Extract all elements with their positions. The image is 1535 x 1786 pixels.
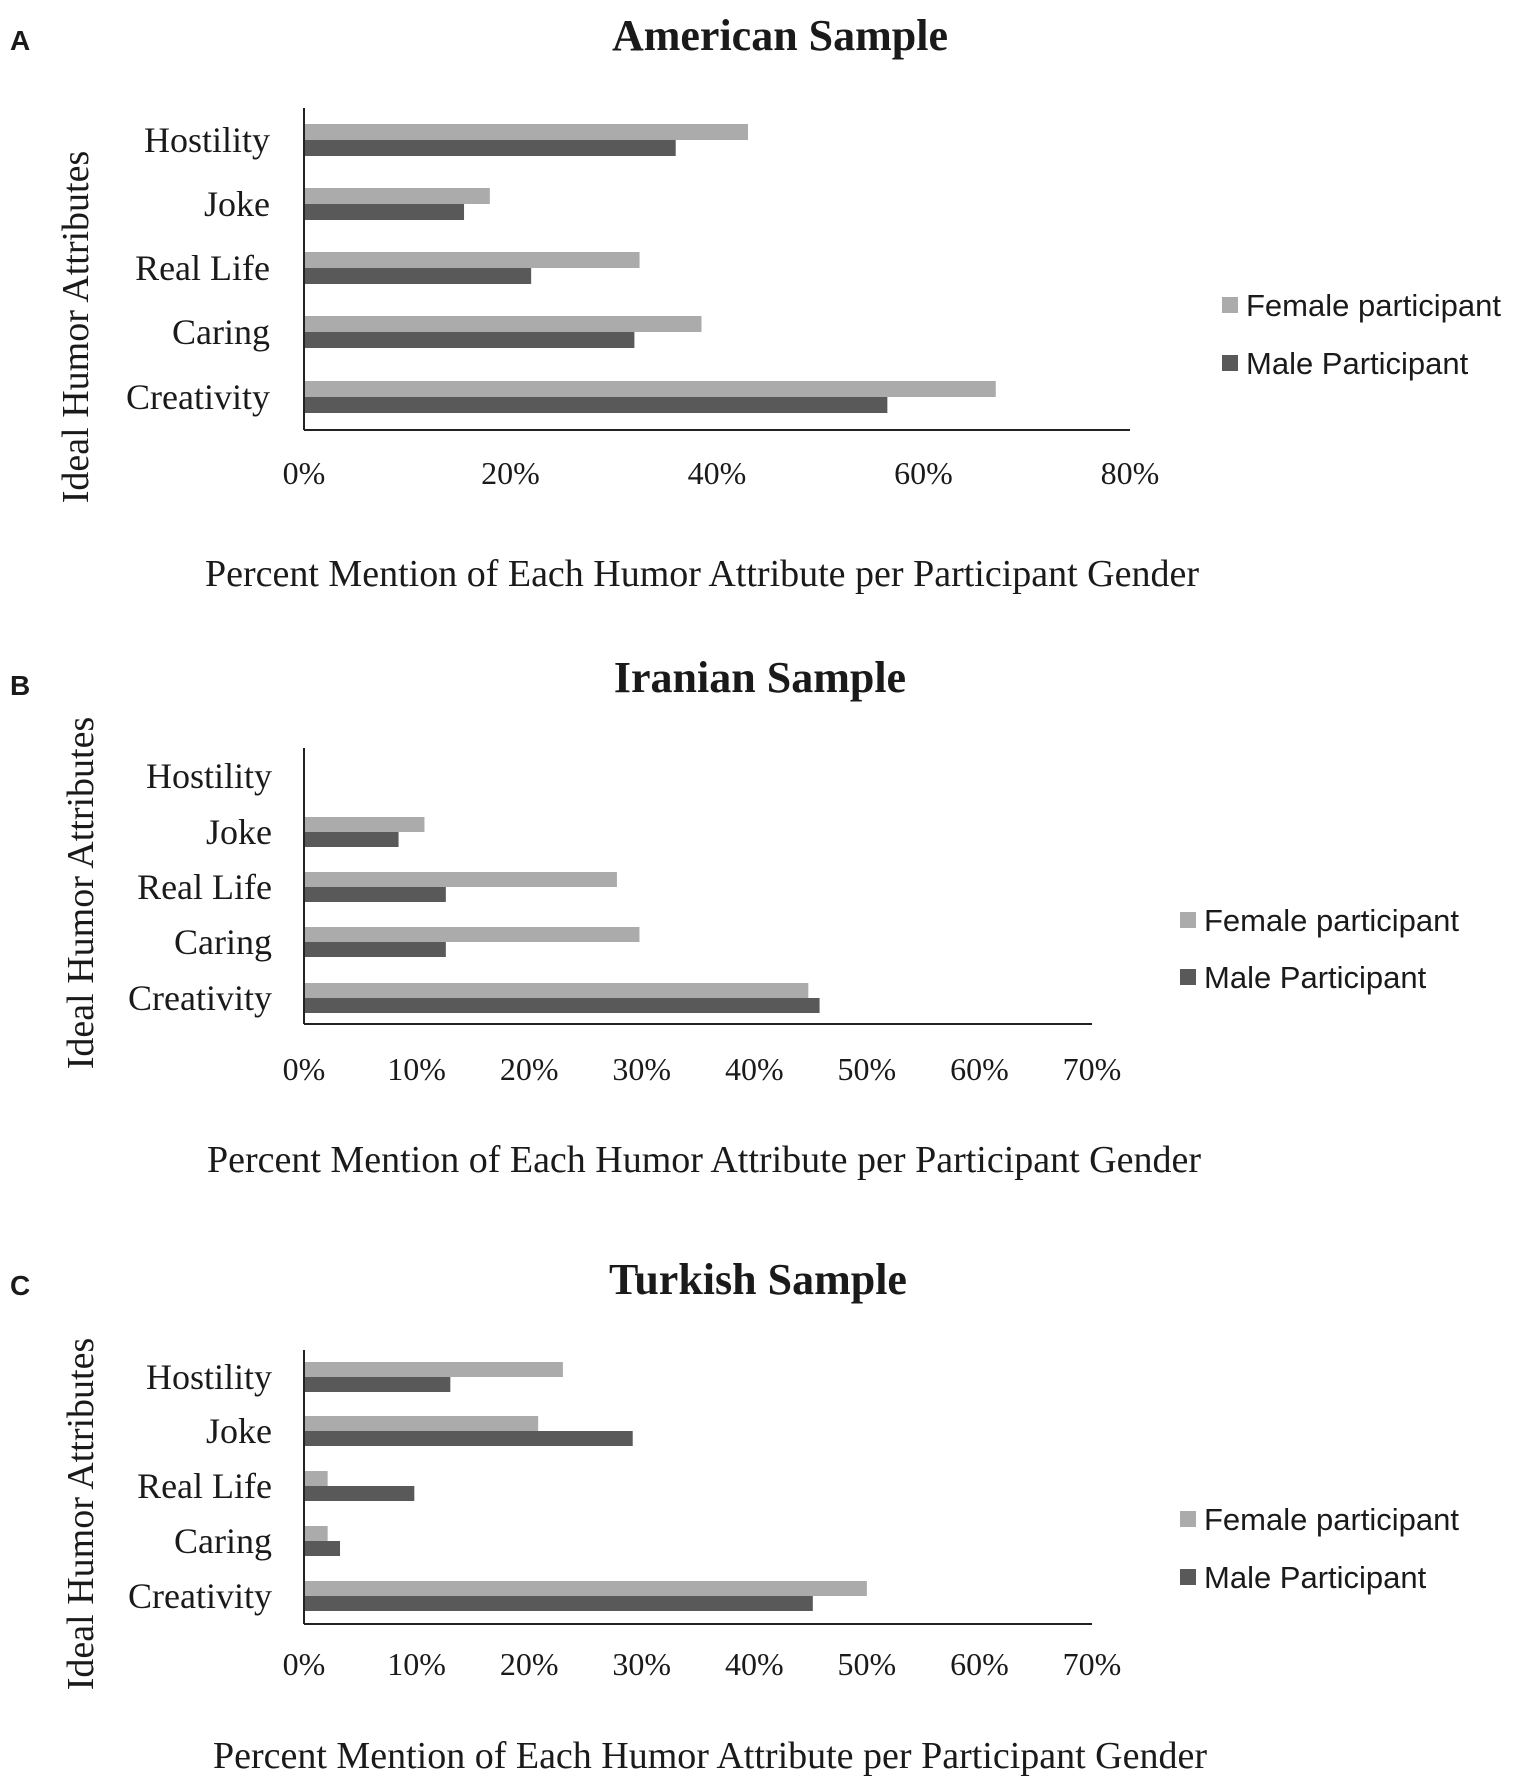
x-tick-label: 20% bbox=[481, 455, 540, 491]
x-tick-label: 70% bbox=[1062, 1051, 1122, 1087]
legend-label-female: Female participant bbox=[1246, 288, 1502, 323]
bar-male bbox=[304, 832, 399, 847]
chart-title: Iranian Sample bbox=[613, 653, 907, 702]
legend-swatch-female bbox=[1180, 912, 1196, 928]
x-tick-label: 70% bbox=[1062, 1646, 1122, 1682]
x-axis-title: Percent Mention of Each Humor Attribute per Participant Gender bbox=[204, 553, 1200, 595]
bar-male bbox=[304, 1486, 414, 1501]
legend-label-female: Female participant bbox=[1204, 903, 1460, 938]
y-axis-title: Ideal Humor Attributes bbox=[60, 716, 102, 1070]
bar-male bbox=[304, 998, 820, 1013]
x-tick-label: 60% bbox=[950, 1646, 1009, 1682]
bar-male bbox=[304, 1377, 450, 1392]
x-tick-label: 0% bbox=[282, 455, 326, 491]
bar-female bbox=[304, 316, 702, 332]
category-label: Joke bbox=[206, 1411, 272, 1451]
bar-female bbox=[304, 252, 640, 268]
category-label: Caring bbox=[174, 922, 272, 962]
bar-female bbox=[304, 381, 996, 397]
bar-male bbox=[304, 332, 634, 348]
x-tick-label: 40% bbox=[687, 455, 747, 491]
x-axis-title: Percent Mention of Each Humor Attribute per Participant Gender bbox=[206, 1139, 1202, 1181]
bar-female bbox=[304, 1471, 328, 1486]
bar-male bbox=[304, 397, 887, 413]
x-tick-label: 60% bbox=[950, 1051, 1009, 1087]
category-label: Hostility bbox=[145, 1357, 272, 1397]
legend-swatch-female bbox=[1222, 297, 1238, 313]
category-label: Creativity bbox=[126, 377, 270, 417]
x-tick-label: 30% bbox=[612, 1646, 672, 1682]
category-label: Joke bbox=[204, 184, 270, 224]
x-tick-label: 30% bbox=[612, 1051, 672, 1087]
panel-letter: B bbox=[10, 670, 31, 701]
y-axis-title: Ideal Humor Attributes bbox=[60, 1337, 102, 1691]
x-axis-title: Percent Mention of Each Humor Attribute per Participant Gender bbox=[212, 1735, 1208, 1777]
bar-female bbox=[304, 983, 808, 998]
category-label: Joke bbox=[206, 812, 272, 852]
x-tick-label: 40% bbox=[724, 1051, 784, 1087]
x-tick-label: 10% bbox=[387, 1051, 446, 1087]
bar-female bbox=[304, 1581, 867, 1596]
bar-female bbox=[304, 927, 639, 942]
bar-female bbox=[304, 872, 617, 887]
x-tick-label: 20% bbox=[499, 1646, 559, 1682]
bar-male bbox=[304, 1431, 633, 1446]
chart-title: American Sample bbox=[611, 11, 949, 60]
x-tick-label: 50% bbox=[837, 1646, 897, 1682]
panel-letter: A bbox=[10, 25, 31, 56]
x-tick-label: 10% bbox=[387, 1646, 446, 1682]
legend-label-female: Female participant bbox=[1204, 1502, 1460, 1537]
x-tick-label: 20% bbox=[499, 1051, 559, 1087]
category-label: Creativity bbox=[128, 1576, 272, 1616]
bar-male bbox=[304, 204, 464, 220]
legend-swatch-female bbox=[1180, 1511, 1196, 1527]
x-tick-label: 0% bbox=[282, 1646, 326, 1682]
chart-title: Turkish Sample bbox=[609, 1255, 907, 1304]
x-tick-label: 40% bbox=[724, 1646, 784, 1682]
panel-letter: C bbox=[10, 1270, 31, 1301]
bar-female bbox=[304, 1416, 538, 1431]
category-label: Caring bbox=[172, 312, 270, 352]
y-axis-title: Ideal Humor Attributes bbox=[55, 150, 97, 504]
bar-male bbox=[304, 887, 446, 902]
bar-female bbox=[304, 188, 490, 204]
bar-female bbox=[304, 124, 748, 140]
x-tick-label: 0% bbox=[282, 1051, 326, 1087]
legend-label-male: Male Participant bbox=[1204, 1560, 1427, 1595]
bar-male bbox=[304, 1541, 340, 1556]
bar-male bbox=[304, 1596, 813, 1611]
bar-male bbox=[304, 268, 531, 284]
category-label: Real Life bbox=[137, 867, 272, 907]
category-label: Creativity bbox=[128, 978, 272, 1018]
category-label: Real Life bbox=[137, 1466, 272, 1506]
x-tick-label: 50% bbox=[837, 1051, 897, 1087]
bar-female bbox=[304, 1526, 328, 1541]
bar-female bbox=[304, 1362, 563, 1377]
bar-male bbox=[304, 942, 446, 957]
legend-swatch-male bbox=[1180, 969, 1196, 985]
category-label: Caring bbox=[174, 1521, 272, 1561]
bar-female bbox=[304, 817, 424, 832]
x-tick-label: 80% bbox=[1100, 455, 1160, 491]
bar-male bbox=[304, 140, 676, 156]
legend-label-male: Male Participant bbox=[1204, 960, 1427, 995]
legend-swatch-male bbox=[1180, 1569, 1196, 1585]
category-label: Hostility bbox=[145, 756, 272, 796]
category-label: Hostility bbox=[143, 120, 270, 160]
legend-label-male: Male Participant bbox=[1246, 346, 1469, 381]
x-tick-label: 60% bbox=[894, 455, 953, 491]
legend-swatch-male bbox=[1222, 355, 1238, 371]
category-label: Real Life bbox=[135, 248, 270, 288]
